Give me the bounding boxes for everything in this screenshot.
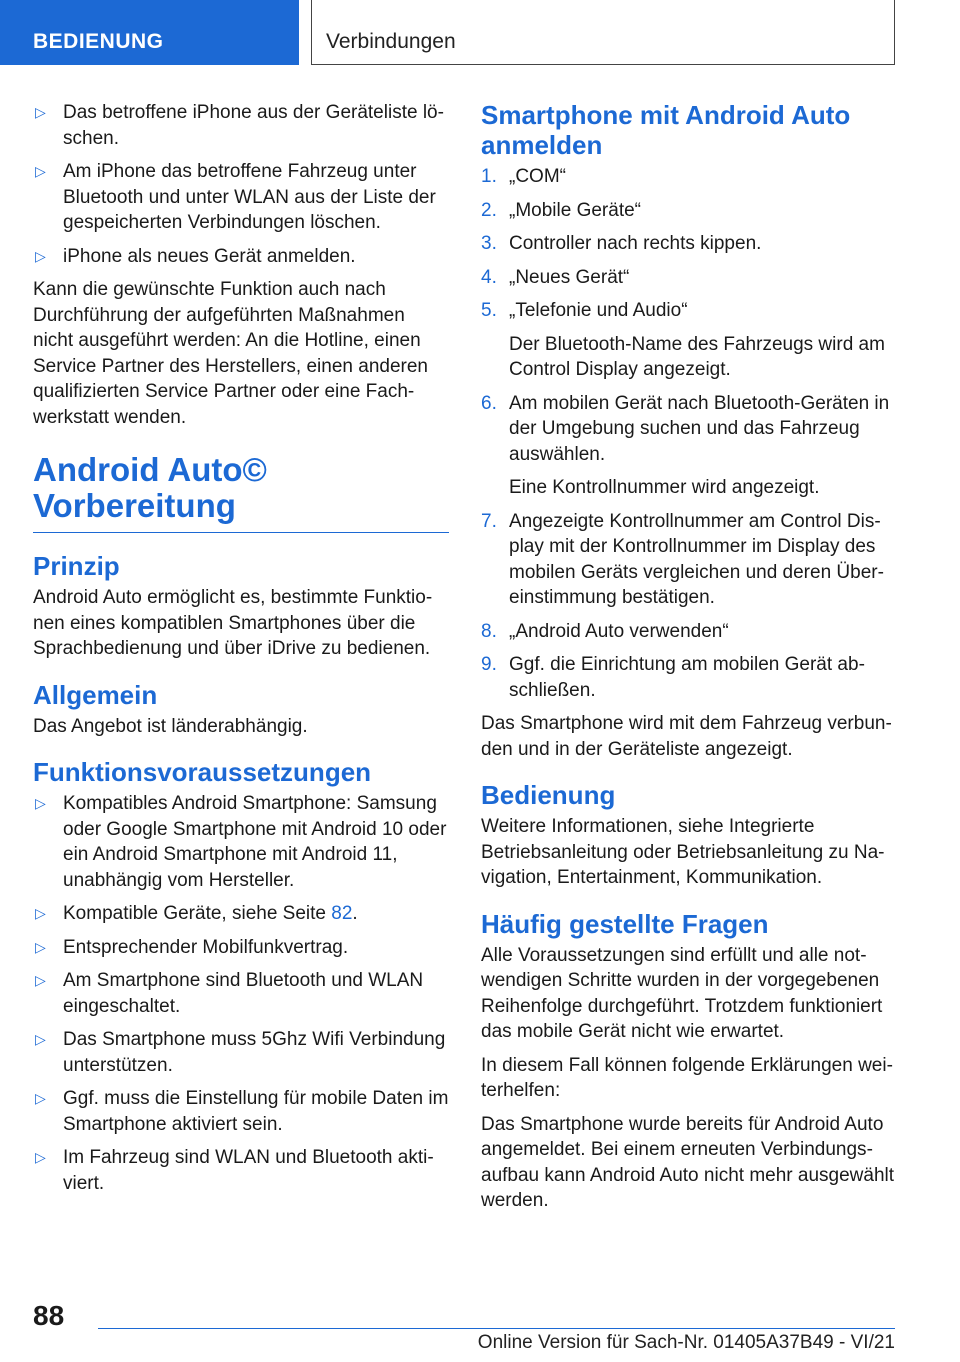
chapter-title: Verbindungen	[326, 30, 456, 53]
step-note: Der Bluetooth-Name des Fahrzeugs wird am Control Display angezeigt.	[509, 333, 885, 380]
page-title: Android Auto© Vorbereitung	[33, 452, 449, 533]
list-item-text: Am iPhone das betroffene Fahrzeug unter Bluetooth und unter WLAN aus der Liste der gespeicherten Verbindungen löschen.	[63, 161, 436, 233]
step-text: Ggf. die Einrichtung am mobilen Gerät abschließen.	[509, 654, 865, 701]
list-item	[33, 968, 449, 1019]
list-item	[33, 100, 449, 151]
step-item	[481, 652, 897, 703]
bullet-triangle-icon: ▷	[35, 247, 46, 264]
intro-paragraph: Kann die gewünschte Funktion auch nach Durchführung der aufgeführten Maßnahmen nicht ausgeführt werden: An die Hotline, einen Service Partner des Herstellers, einen anderen qualifizierten Service Partner oder eine Fachwerkstatt wenden.	[33, 279, 428, 428]
chapter-tab	[311, 0, 895, 65]
step-text: „Neues Gerät“	[509, 266, 630, 288]
list-item-text: Am Smartphone sind Bluetooth und WLAN eingeschaltet.	[63, 970, 424, 1017]
result-paragraph: Das Smartphone wird mit dem Fahrzeug verbunden und in der Geräteliste angezeigt.	[481, 713, 892, 760]
step-number: 3.	[481, 233, 497, 254]
page-reference-link[interactable]: 82	[331, 903, 353, 924]
heading-funktionsvoraussetzungen: Funktionsvoraussetzungen	[33, 757, 372, 787]
step-number: 9.	[481, 654, 497, 675]
step-text: „Android Auto verwenden“	[509, 620, 729, 642]
list-item	[33, 1027, 449, 1078]
step-text: „COM“	[509, 166, 566, 187]
step-item	[481, 231, 897, 257]
bedienung-text: Weitere Informationen, siehe Integrierte Betriebsanleitung oder Betriebsanleitung zu Navigation, Entertainment, Kommunikation.	[481, 816, 885, 888]
list-item-text: Kompatibles Android Smartphone: Samsung oder Google Smartphone mit Android 10 oder ein Android Smartphone mit Android 11, unabhängig vom Hersteller.	[63, 793, 447, 891]
list-item	[33, 901, 449, 927]
heading-bedienung: Bedienung	[481, 780, 616, 810]
step-text: Controller nach rechts kippen.	[509, 233, 762, 254]
allgemein-text: Das Angebot ist länderabhängig.	[33, 715, 308, 737]
bullet-triangle-icon: ▷	[35, 1149, 46, 1165]
bullet-triangle-icon: ▷	[35, 938, 46, 955]
list-item-text	[63, 901, 358, 927]
left-column	[33, 100, 449, 1204]
list-item-text: iPhone als neues Gerät anmelden.	[63, 245, 356, 267]
footer-divider	[98, 1328, 895, 1329]
bullet-triangle-icon: ▷	[35, 905, 46, 921]
prinzip-text: Android Auto ermöglicht es, bestimmte Funktionen eines kompatiblen Smartphones über die Sprachbedienung und über iDrive zu bedienen.	[33, 587, 433, 659]
bullet-triangle-icon: ▷	[35, 1090, 46, 1106]
list-item	[33, 159, 449, 236]
bullet-triangle-icon: ▷	[35, 1031, 46, 1047]
bullet-triangle-icon: ▷	[35, 104, 46, 120]
list-item	[33, 935, 449, 961]
list-item	[33, 244, 449, 270]
step-number: 2.	[481, 199, 497, 221]
step-text: Angezeigte Kontrollnummer am Control Display mit der Kontrollnummer im Display des mobilen Geräts vergleichen und deren Übereinstimmung bestätigen.	[509, 510, 884, 608]
faq-paragraph: Alle Voraussetzungen sind erfüllt und alle notwendigen Schritte wurden in der vorgegebenen Reihenfolge durchgeführt. Trotzdem funktioniert das mobile Gerät nicht wie erwartet.	[481, 944, 883, 1042]
list-item	[33, 791, 449, 893]
list-item-text: Das Smartphone muss 5Ghz Wifi Verbindung unterstützen.	[63, 1029, 446, 1076]
list-item	[33, 1086, 449, 1137]
step-number: 1.	[481, 166, 497, 187]
step-item	[481, 198, 897, 224]
step-item	[481, 298, 897, 324]
step-note: Eine Kontrollnummer wird angezeigt.	[509, 477, 820, 498]
right-column	[481, 100, 897, 1222]
bullet-triangle-icon: ▷	[35, 795, 46, 811]
list-item-text: Ggf. muss die Einstellung für mobile Daten im Smartphone aktiviert sein.	[63, 1088, 449, 1135]
step-item	[481, 619, 897, 645]
step-text: „Mobile Geräte“	[509, 199, 641, 221]
faq-paragraph: In diesem Fall können folgende Erklärungen weiterhelfen:	[481, 1054, 893, 1101]
step-text: „Telefonie und Audio“	[509, 300, 688, 321]
step-number: 5.	[481, 300, 497, 321]
step-number: 4.	[481, 266, 497, 288]
step-item	[481, 265, 897, 291]
list-item-text-suffix: .	[352, 903, 358, 924]
section-title: BEDIENUNG	[33, 30, 164, 53]
step-number: 7.	[481, 510, 497, 532]
heading-anmelden: Smartphone mit Android Auto anmelden	[481, 100, 851, 160]
list-item-text: Im Fahrzeug sind WLAN und Bluetooth aktiviert.	[63, 1147, 434, 1194]
footer-online-version: Online Version für Sach-Nr. 01405A37B49 - VI/21	[477, 1332, 895, 1353]
bullet-triangle-icon: ▷	[35, 163, 46, 179]
step-item	[481, 509, 897, 611]
list-item-text: Entsprechender Mobilfunkvertrag.	[63, 936, 349, 958]
step-text: Am mobilen Gerät nach Bluetooth-Geräten in der Umgebung suchen und das Fahrzeug auswählen.	[509, 392, 890, 465]
page-number: 88	[33, 1300, 65, 1331]
heading-allgemein: Allgemein	[33, 679, 158, 710]
heading-faq: Häufig gestellte Fragen	[481, 908, 769, 939]
step-item	[481, 391, 897, 468]
bullet-triangle-icon: ▷	[35, 972, 46, 988]
step-item	[481, 164, 897, 190]
list-item-text: Das betroffene iPhone aus der Geräteliste löschen.	[63, 102, 444, 149]
step-number: 8.	[481, 620, 497, 642]
section-tab	[0, 0, 299, 65]
list-item	[33, 1145, 449, 1196]
step-number: 6.	[481, 392, 497, 414]
list-item-text-prefix: Kompatible Geräte, siehe Seite	[63, 903, 332, 924]
faq-paragraph: Das Smartphone wurde bereits für Android Auto angemeldet. Bei einem erneuten Verbindungsaufbau kann Android Auto nicht mehr ausgewählt werden.	[481, 1113, 895, 1211]
heading-prinzip: Prinzip	[33, 551, 120, 581]
